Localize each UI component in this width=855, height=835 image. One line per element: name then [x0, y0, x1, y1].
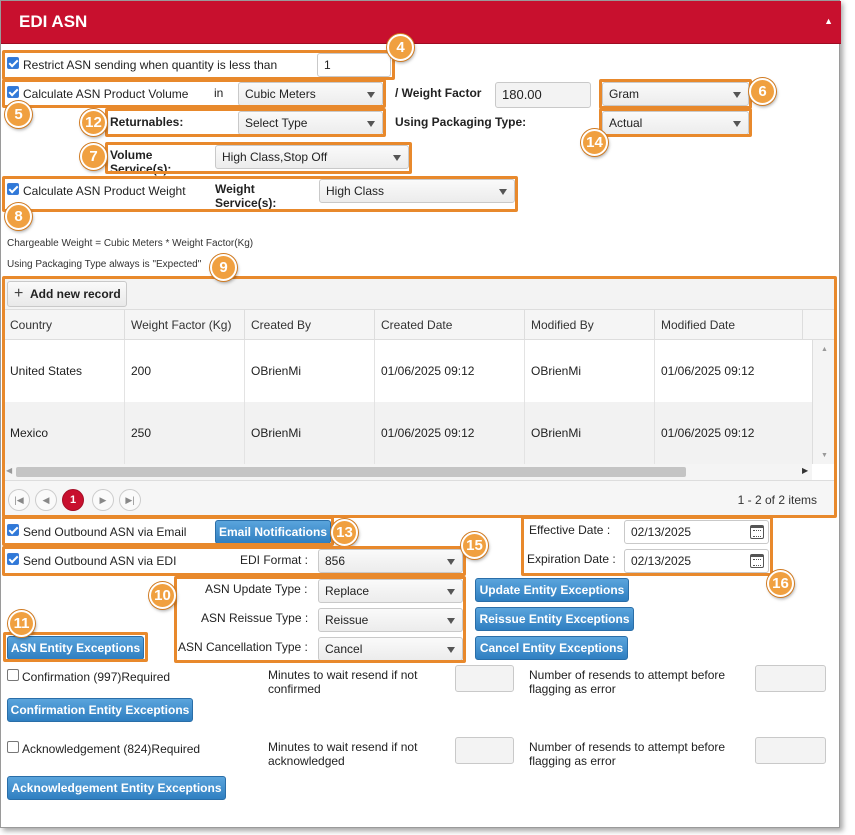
cell-created-by: OBrienMi	[244, 340, 374, 402]
column-header-created-date[interactable]: Created Date	[374, 310, 524, 340]
returnables-value: Select Type	[245, 116, 308, 130]
callout-box-10	[105, 108, 386, 137]
asn-entity-exceptions-button[interactable]: ASN Entity Exceptions	[7, 636, 144, 660]
cell-country: Mexico	[10, 426, 49, 440]
cell-modified-by: OBrienMi	[524, 402, 654, 464]
callout-box-14	[174, 576, 466, 663]
volume-label: Calculate ASN Product Volume	[23, 87, 189, 101]
acknowledgement-checkbox[interactable]	[7, 741, 19, 753]
cell-modified-date: 01/06/2025 09:12	[654, 340, 802, 402]
plus-icon: +	[14, 285, 24, 302]
weight-service-value: High Class	[326, 184, 385, 198]
email-notifications-button[interactable]: Email Notifications	[215, 520, 331, 544]
asn-update-type-value: Replace	[325, 584, 370, 598]
callout-badge-16: 11	[8, 610, 35, 637]
acknowledgement-resends-label: Number of resends to attempt before flagging as error	[529, 740, 726, 768]
confirmation-label: Confirmation (997)Required	[22, 670, 171, 684]
asn-cancellation-type-value: Cancel	[325, 642, 363, 656]
asn-reissue-type-value: Reissue	[325, 613, 369, 627]
previous-page-icon[interactable]: ◀	[35, 489, 57, 511]
pager-summary: 1 - 2 of 2 items	[737, 493, 817, 507]
scroll-up-icon[interactable]: ▲	[821, 346, 828, 353]
scroll-down-icon[interactable]: ▼	[821, 452, 828, 459]
confirmation-entity-exceptions-button[interactable]: Confirmation Entity Exceptions	[7, 698, 193, 722]
add-new-record-label: Add new record	[30, 287, 121, 301]
cell-modified-date: 01/06/2025 09:12	[654, 402, 802, 464]
acknowledgement-minutes-label: Minutes to wait resend if not acknowledged	[268, 740, 418, 768]
callout-badge-6: 6	[749, 78, 776, 105]
weight-unit-value: Gram	[609, 87, 639, 101]
callout-box-7	[105, 142, 412, 174]
packaging-note: Using Packaging Type always is "Expected"	[7, 259, 202, 270]
callout-badge-4: 4	[387, 34, 414, 61]
update-entity-exceptions-button[interactable]: Update Entity Exceptions	[475, 578, 629, 602]
acknowledgement-resends-input[interactable]	[755, 737, 826, 764]
column-header-country[interactable]: Country	[10, 318, 53, 332]
cell-weight-factor: 200	[124, 340, 244, 402]
edi-format-label: EDI Format :	[240, 553, 309, 567]
packaging-value: Actual	[609, 116, 643, 130]
callout-badge-12: 13	[331, 519, 358, 546]
column-header-modified-by[interactable]: Modified By	[524, 310, 654, 340]
callout-box-15	[521, 516, 773, 576]
collapse-icon[interactable]: ▲	[824, 16, 833, 26]
first-page-icon[interactable]: |◀	[8, 489, 30, 511]
column-header-weight-factor[interactable]: Weight Factor (Kg)	[124, 310, 244, 340]
confirmation-resends-label: Number of resends to attempt before flagging as error	[529, 668, 726, 696]
callout-badge-10: 12	[80, 109, 107, 136]
callout-box-12	[2, 516, 334, 546]
callout-badge-9: 9	[210, 254, 237, 281]
cell-modified-by: OBrienMi	[524, 340, 654, 402]
callout-badge-8: 8	[5, 203, 32, 230]
current-page-button[interactable]: 1	[62, 489, 84, 511]
restrict-label: Restrict ASN sending when quantity is less than	[23, 58, 278, 72]
edi-label: Send Outbound ASN via EDI	[23, 554, 177, 568]
expiration-date-value: 02/13/2025	[631, 554, 692, 568]
callout-box-5	[2, 79, 386, 108]
edi-format-value: 856	[325, 554, 346, 568]
scroll-right-icon[interactable]: ▶	[802, 466, 809, 475]
reissue-entity-exceptions-button[interactable]: Reissue Entity Exceptions	[475, 607, 634, 631]
panel-header	[1, 1, 841, 44]
expiration-date-label: Expiration Date :	[527, 552, 616, 566]
acknowledgement-entity-exceptions-button[interactable]: Acknowledgement Entity Exceptions	[7, 776, 226, 800]
effective-date-value: 02/13/2025	[631, 525, 692, 539]
callout-badge-14: 10	[149, 582, 176, 609]
cell-created-date: 01/06/2025 09:12	[374, 340, 524, 402]
callout-box-6	[599, 79, 752, 109]
weight-factor-label: / Weight Factor	[395, 86, 482, 100]
cancel-entity-exceptions-button[interactable]: Cancel Entity Exceptions	[475, 636, 628, 660]
panel-title: EDI ASN	[19, 12, 88, 31]
restrict-quantity-input[interactable]: 1	[317, 53, 391, 77]
acknowledgement-label: Acknowledgement (824)Required	[22, 742, 201, 756]
callout-box-13	[2, 546, 466, 576]
column-header-created-by[interactable]: Created By	[244, 310, 374, 340]
email-label: Send Outbound ASN via Email	[23, 525, 187, 539]
callout-badge-5: 5	[5, 101, 32, 128]
callout-box-8	[2, 176, 518, 212]
chargeable-weight-note: Chargeable Weight = Cubic Meters * Weight Factor(Kg)	[7, 238, 254, 249]
callout-box-11	[599, 108, 752, 137]
callout-box-9	[2, 276, 837, 518]
asn-reissue-type-label: ASN Reissue Type :	[201, 611, 309, 625]
acknowledgement-minutes-input[interactable]	[455, 737, 514, 764]
confirmation-minutes-label: Minutes to wait resend if not confirmed	[268, 668, 418, 696]
volume-unit-value: Cubic Meters	[245, 87, 316, 101]
confirmation-checkbox[interactable]	[7, 669, 19, 681]
weight-label: Calculate ASN Product Weight	[23, 184, 186, 198]
volume-service-label: Volume Service(s):	[110, 148, 172, 176]
asn-update-type-label: ASN Update Type :	[205, 582, 308, 596]
callout-badge-11: 14	[581, 129, 608, 156]
column-header-modified-date[interactable]: Modified Date	[654, 310, 802, 340]
callout-badge-15: 16	[767, 570, 794, 597]
confirmation-minutes-input[interactable]	[455, 665, 514, 692]
last-page-icon[interactable]: ▶|	[119, 489, 141, 511]
asn-cancellation-type-label: ASN Cancellation Type :	[178, 640, 308, 654]
callout-badge-7: 7	[80, 143, 107, 170]
volume-in-label: in	[214, 86, 224, 100]
callout-badge-13: 15	[461, 532, 488, 559]
callout-box-4	[2, 50, 395, 80]
cell-created-by: OBrienMi	[244, 402, 374, 464]
confirmation-resends-input[interactable]	[755, 665, 826, 692]
weight-service-label: Weight Service(s):	[215, 182, 277, 210]
packaging-label: Using Packaging Type:	[395, 115, 527, 129]
volume-service-value: High Class,Stop Off	[222, 150, 328, 164]
scroll-left-icon[interactable]: ◀	[6, 466, 13, 475]
weight-factor-input[interactable]: 180.00	[495, 82, 591, 108]
cell-weight-factor: 250	[124, 402, 244, 464]
cell-created-date: 01/06/2025 09:12	[374, 402, 524, 464]
returnables-label: Returnables:	[110, 115, 184, 129]
next-page-icon[interactable]: ▶	[92, 489, 114, 511]
effective-date-label: Effective Date :	[529, 523, 611, 537]
cell-country: United States	[10, 364, 83, 378]
